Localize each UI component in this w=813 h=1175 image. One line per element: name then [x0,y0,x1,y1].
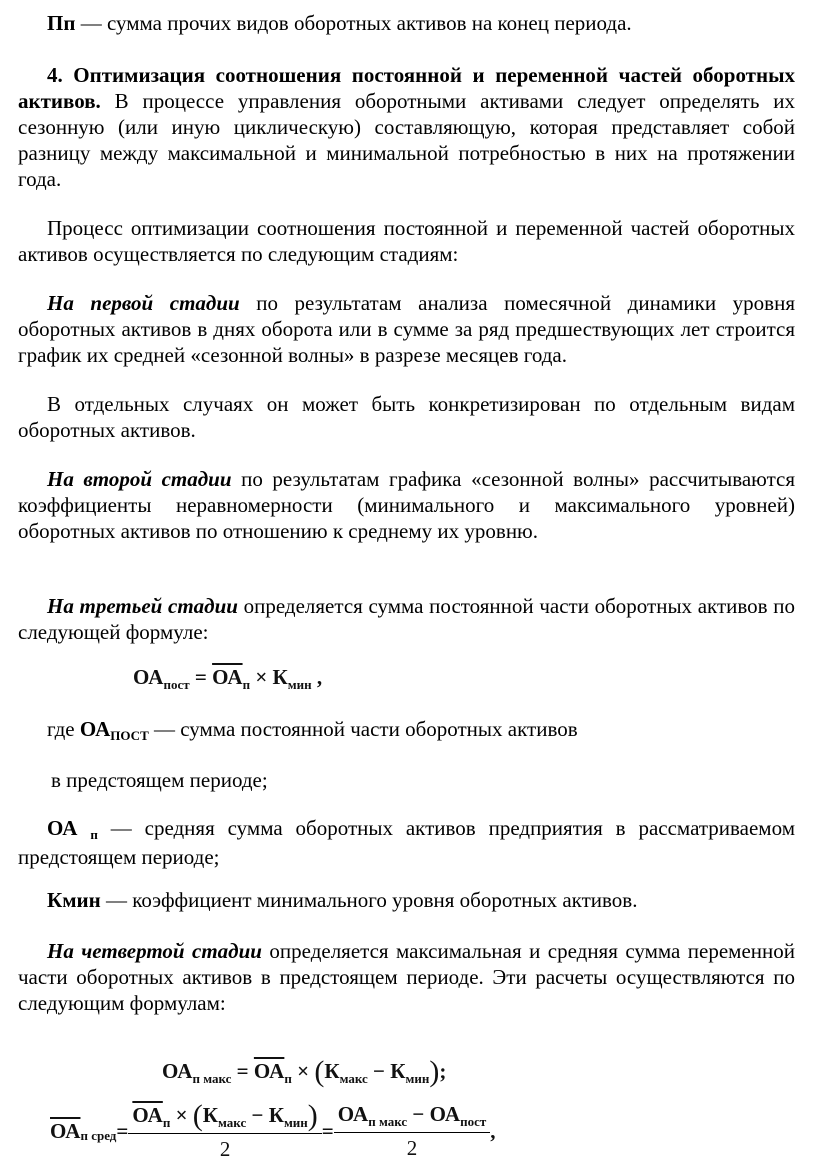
section-heading: 4. Оптимизация соотношения постоянной и переменной частей оборотных активов. [18,63,795,113]
f2-k1: К [324,1059,340,1083]
oa-sub: п [90,827,98,842]
f2-times: × [291,1059,315,1083]
stage3-paragraph [18,593,795,645]
where-sub: ПОСТ [110,728,149,743]
stage2-paragraph [18,466,795,544]
kmin-definition [18,887,795,913]
f3-k2: К [268,1103,284,1127]
f2-k1-sub: макс [339,1071,368,1086]
f3-times: × [170,1103,193,1127]
stage2-label: На второй стадии [47,467,232,491]
f1-k-sub: мин [287,677,312,692]
f2-k2: К [390,1059,406,1083]
f2-oa: ОА [253,1059,285,1083]
f3-n2a: ОА [337,1102,369,1126]
f3-lhs-sub: п сред [80,1128,117,1143]
f2-lparen: ( [314,1055,325,1088]
stage1b-paragraph: В отдельных случаях он может быть конкретизирован по отдельным видам оборотных активов. [18,392,795,442]
kmin-term: Кмин [47,888,101,912]
f3-rparen: ) [307,1099,318,1132]
where-prefix: где [47,717,80,741]
f3-n2b-sub: пост [460,1114,487,1129]
stage1-text: по результатам анализа помесячной динамики уровня оборотных активов в днях оборота или в сумме за ряд предшествующих лет строится график их средней «сезонной волны» в разрезе месяцев года. [18,291,795,367]
formula-oa-post [133,664,322,693]
f3-fraction-2 [334,1101,491,1161]
where-oa-post [18,716,795,745]
f2-lhs-sub: п макс [192,1071,232,1086]
f3-minus2: − [407,1102,430,1126]
where-term: ОА [79,717,111,741]
f3-oa-sub: п [162,1115,171,1130]
f3-lparen: ( [192,1099,203,1132]
stage4-text: определяется максимальная и средняя сумма переменной части оборотных активов в предстоящем периоде. Эти расчеты осуществляются по следующим формулам: [18,939,795,1015]
f2-end: ; [439,1059,447,1083]
f1-oa-sub: п [242,677,251,692]
f3-n2a-sub: п макс [368,1114,408,1129]
f2-oa-sub: п [284,1071,292,1086]
f1-k: К [272,665,288,689]
f1-end: , [311,665,323,689]
f3-n2b: ОА [429,1102,461,1126]
process-paragraph: Процесс оптимизации соотношения постоянной и переменной частей оборотных активов осуществляется по следующим стадиям: [18,216,795,266]
stage1-label: На первой стадии [47,291,240,315]
stage3-text: определяется сумма постоянной части оборотных активов по следующей формуле: [18,594,796,644]
f3-lhs: ОА [50,1119,81,1143]
pp-text: — сумма прочих видов оборотных активов на конец периода. [75,11,632,35]
section-4-paragraph [18,62,795,192]
stage2-text: по результатам графика «сезонной волны» рассчитываются коэффициенты неравномерности (минимального и максимального уровней) оборотных активов по отношению к среднему их уровню. [18,467,795,543]
f3-fraction-1 [128,1100,321,1162]
f3-eq1: = [116,1119,129,1143]
stage4-paragraph [18,938,795,1016]
oa-text: — средняя сумма оборотных активов предприятия в рассматриваемом предстоящем периоде; [18,816,795,869]
stage4-label: На четвертой стадии [47,939,262,963]
f2-k2-sub: мин [405,1071,430,1086]
f3-k2-sub: мин [283,1115,308,1130]
f1-times: × [250,665,273,689]
stage3-label: На третьей стадии [47,594,238,618]
formula-oa-max [162,1056,446,1087]
f3-k1-sub: макс [218,1115,247,1130]
where-text: — сумма постоянной части оборотных активов [148,717,578,741]
f1-eq: = [189,665,213,689]
f1-oa: ОА [212,665,243,689]
pp-definition [18,10,795,36]
f3-end: , [490,1119,496,1143]
section-text: В процессе управления оборотными активами следует определять их сезонную (или иную циклическую) составляющую, которая представляет собой разницу между максимальной и минимальной потребностью в них на протяжении года. [18,89,795,191]
f3-den2: 2 [406,1136,418,1160]
f2-eq: = [231,1059,254,1083]
f3-k1: К [202,1103,219,1127]
f2-minus: − [367,1059,391,1083]
f2-rparen: ) [429,1055,440,1088]
f3-den1: 2 [219,1137,231,1161]
oa-term: ОА [47,816,78,840]
stage1-paragraph [18,290,795,368]
pp-term: Пп [47,11,76,35]
f3-eq2: = [321,1119,334,1143]
where-continuation: в предстоящем периоде; [51,768,268,792]
f1-lhs: ОА [133,665,164,689]
f2-lhs: ОА [162,1059,193,1083]
f3-minus: − [246,1103,269,1127]
kmin-text: — коэффициент минимального уровня оборотных активов. [100,888,638,912]
f1-lhs-sub: пост [163,677,190,692]
formula-oa-avg [50,1100,496,1162]
f3-oa: ОА [132,1103,163,1127]
oa-definition [18,815,795,870]
